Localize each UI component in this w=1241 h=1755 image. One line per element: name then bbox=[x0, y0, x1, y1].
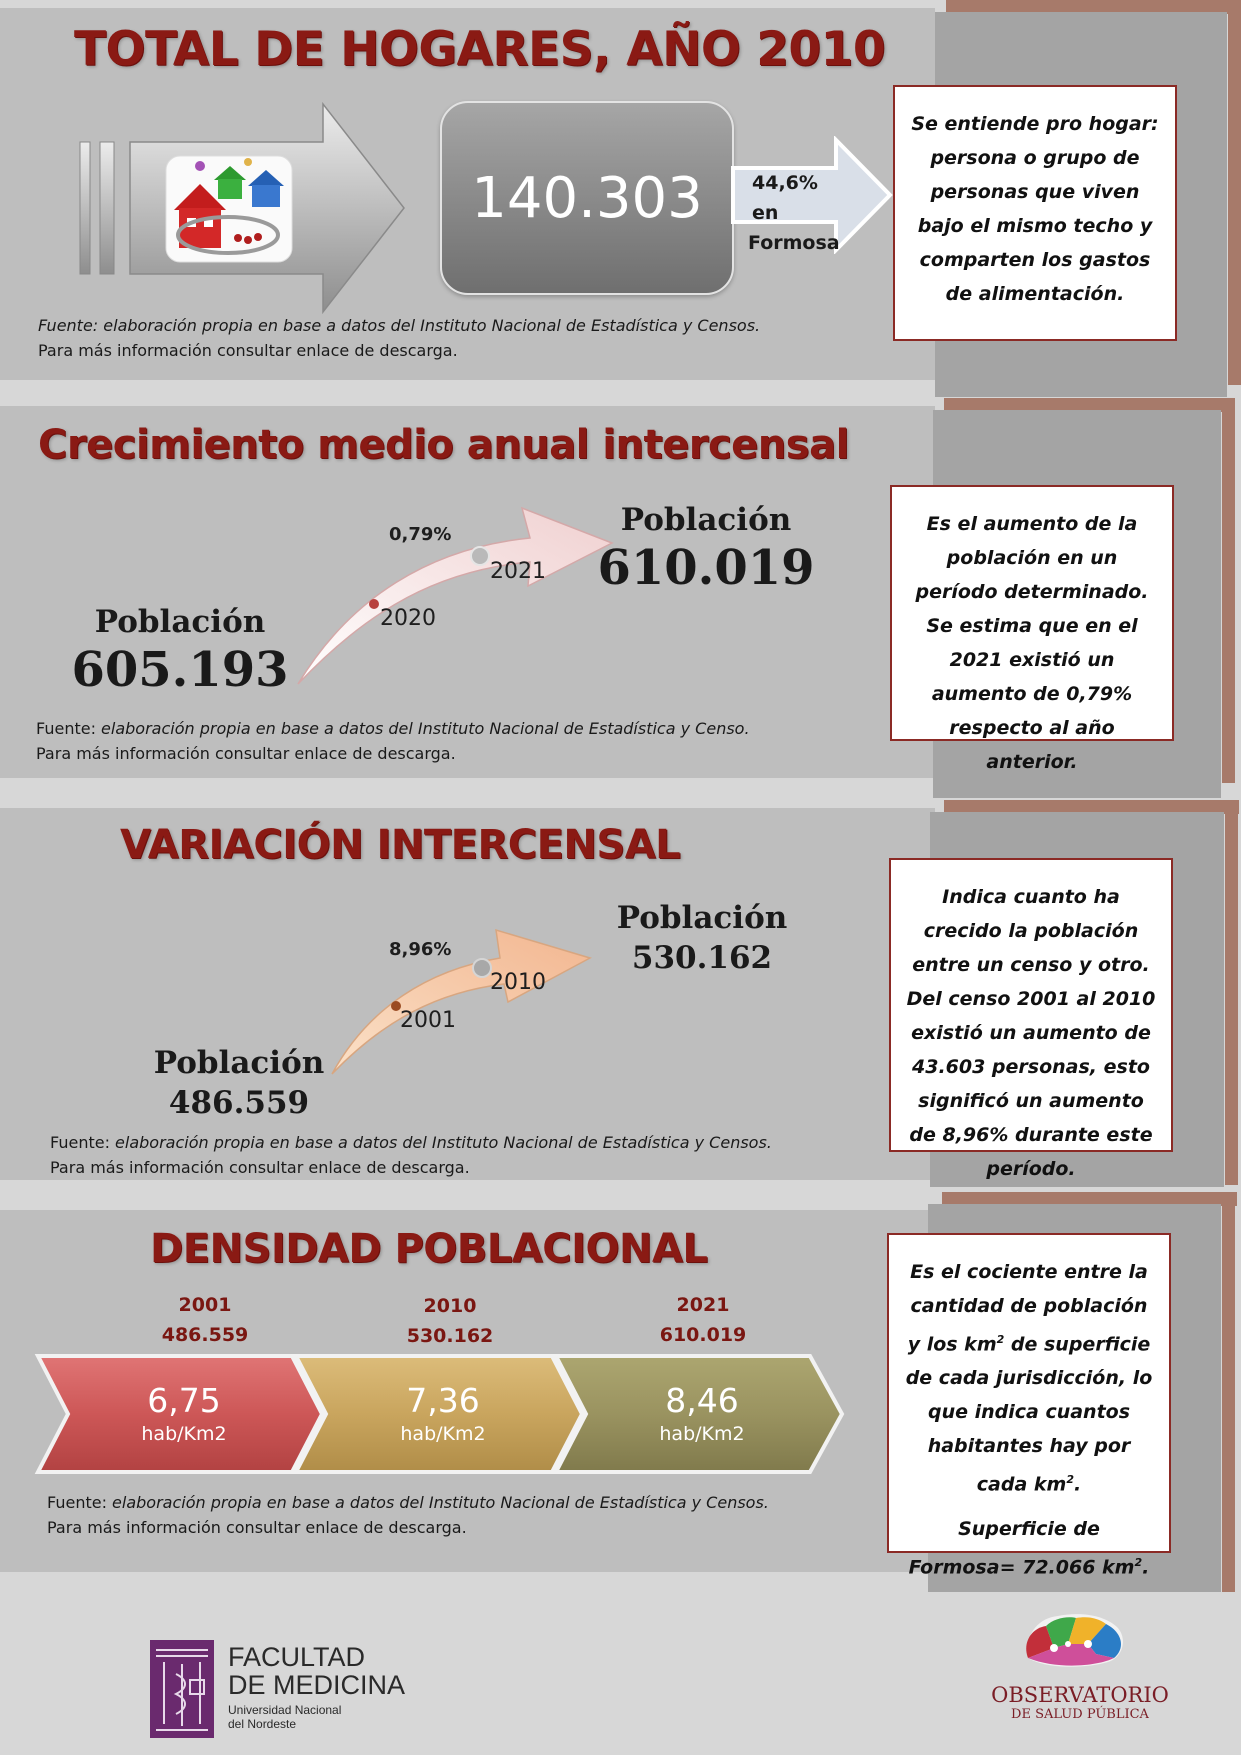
facultad-logo-icon bbox=[150, 1640, 214, 1738]
source-note: Para más información consultar enlace de descarga. bbox=[38, 341, 458, 360]
source-label: Fuente: bbox=[38, 316, 104, 335]
variacion-pop-end bbox=[592, 898, 812, 978]
source-note: Para más información consultar enlace de descarga. bbox=[36, 744, 456, 763]
value: 6,75 bbox=[147, 1381, 221, 1420]
variacion-source bbox=[50, 1130, 772, 1180]
source-text: elaboración propia en base a datos del Instituto Nacional de Estadística y Censo. bbox=[101, 719, 750, 738]
uni-line2: del Nordeste bbox=[228, 1717, 297, 1731]
source-text: elaboración propia en base a datos del Instituto Nacional de Estadística y Censos. bbox=[115, 1133, 772, 1152]
crecimiento-title: Crecimiento medio anual intercensal bbox=[38, 422, 849, 468]
densidad-year-2021 bbox=[623, 1290, 783, 1350]
pop-value: 530.162 bbox=[631, 940, 773, 976]
accent-bar bbox=[1222, 1192, 1235, 1592]
population: 610.019 bbox=[659, 1324, 747, 1346]
population: 486.559 bbox=[161, 1324, 249, 1346]
observatorio-logo-text bbox=[960, 1683, 1200, 1723]
accent-bar bbox=[1225, 800, 1238, 1185]
source-label: Fuente: bbox=[50, 1133, 116, 1152]
densidad-year-2010 bbox=[370, 1291, 530, 1351]
surface-text: Superficie de Formosa= 72.066 km bbox=[908, 1517, 1135, 1578]
value: 8,46 bbox=[665, 1381, 739, 1420]
hogares-source bbox=[38, 313, 760, 363]
uni-line1: Universidad Nacional bbox=[228, 1703, 342, 1717]
superscript: 2 bbox=[1066, 1473, 1074, 1487]
observatorio-logo-icon bbox=[1018, 1608, 1130, 1674]
variacion-year-end: 2010 bbox=[490, 970, 546, 995]
unit: hab/Km2 bbox=[659, 1423, 745, 1445]
obs-line2: DE SALUD PÚBLICA bbox=[1011, 1707, 1149, 1722]
crecimiento-pop-end bbox=[596, 500, 816, 596]
year: 2021 bbox=[676, 1294, 730, 1316]
crecimiento-curve-arrow bbox=[290, 488, 620, 688]
hogares-definition: Se entiende pro hogar: persona o grupo de personas que viven bajo el mismo techo y comparten los gastos de alimentación. bbox=[893, 85, 1177, 341]
crecimiento-year-end: 2021 bbox=[490, 559, 546, 584]
crecimiento-definition: Es el aumento de la población en un período determinado. Se estima que en el 2021 existió un aumento de 0,79% respecto al año anterior. bbox=[890, 485, 1174, 741]
pop-label: Población bbox=[620, 502, 792, 538]
pop-label: Población bbox=[153, 1045, 325, 1081]
densidad-value-2001 bbox=[84, 1382, 284, 1448]
superscript: 2 bbox=[996, 1333, 1005, 1346]
accent-bar bbox=[1222, 398, 1235, 783]
densidad-source bbox=[47, 1490, 769, 1540]
hogares-pct-line1: 44,6% en bbox=[752, 172, 818, 224]
hogares-arrow-graphic bbox=[78, 100, 408, 315]
facultad-logo-text bbox=[228, 1643, 405, 1731]
hogares-pct-text bbox=[748, 168, 848, 258]
densidad-year-2001 bbox=[125, 1290, 285, 1350]
densidad-def-text bbox=[903, 1255, 1155, 1502]
crecimiento-year-start: 2020 bbox=[380, 606, 436, 631]
pop-label: Población bbox=[94, 604, 266, 640]
pop-value: 610.019 bbox=[597, 540, 815, 596]
population: 530.162 bbox=[406, 1325, 494, 1347]
variacion-title: VARIACIÓN INTERCENSAL bbox=[120, 822, 681, 868]
unit: hab/Km2 bbox=[141, 1423, 227, 1445]
def-part: de superficie de cada jurisdicción, lo que indica cuantos habitantes hay por cada km bbox=[905, 1333, 1153, 1496]
densidad-definition bbox=[887, 1233, 1171, 1578]
densidad-value-2010 bbox=[343, 1382, 543, 1448]
crecimiento-percent: 0,79% bbox=[389, 524, 452, 545]
pop-value: 486.559 bbox=[168, 1085, 310, 1121]
source-label: Fuente: bbox=[36, 719, 102, 738]
variacion-pop-start bbox=[129, 1043, 349, 1123]
facultad-line1: FACULTAD bbox=[228, 1642, 366, 1672]
crecimiento-source bbox=[36, 716, 750, 766]
variacion-year-start: 2001 bbox=[400, 1008, 456, 1033]
source-label: Fuente: bbox=[47, 1493, 113, 1512]
year: 2010 bbox=[423, 1295, 477, 1317]
variacion-percent: 8,96% bbox=[389, 939, 452, 960]
source-note: Para más información consultar enlace de descarga. bbox=[50, 1158, 470, 1177]
accent-bar bbox=[1228, 0, 1241, 385]
obs-line1: OBSERVATORIO bbox=[991, 1683, 1169, 1707]
superscript: 2 bbox=[1134, 1555, 1143, 1569]
source-note: Para más información consultar enlace de descarga. bbox=[47, 1518, 467, 1537]
crecimiento-pop-start bbox=[70, 602, 290, 698]
surface-text: . bbox=[1142, 1555, 1150, 1578]
variacion-curve-arrow bbox=[328, 908, 598, 1078]
value: 7,36 bbox=[406, 1381, 480, 1420]
def-part: . bbox=[1074, 1473, 1082, 1496]
year: 2001 bbox=[178, 1294, 232, 1316]
densidad-title: DENSIDAD POBLACIONAL bbox=[150, 1226, 708, 1272]
densidad-surface bbox=[903, 1512, 1155, 1584]
hogares-pct-line2: Formosa bbox=[748, 232, 840, 254]
source-text: elaboración propia en base a datos del Instituto Nacional de Estadística y Censos. bbox=[103, 316, 761, 335]
def-part: Es el cociente entre la cantidad de población y los km bbox=[907, 1261, 1148, 1356]
unit: hab/Km2 bbox=[400, 1423, 486, 1445]
hogares-count: 140.303 bbox=[440, 101, 734, 295]
variacion-definition: Indica cuanto ha crecido la población entre un censo y otro. Del censo 2001 al 2010 existió un aumento de 43.603 personas, esto significó un aumento de 8,96% durante este período. bbox=[889, 858, 1173, 1152]
pop-value: 605.193 bbox=[71, 642, 289, 698]
densidad-value-2021 bbox=[602, 1382, 802, 1448]
hogares-title: TOTAL DE HOGARES, AÑO 2010 bbox=[74, 22, 886, 77]
pop-label: Población bbox=[616, 900, 788, 936]
facultad-line2: DE MEDICINA bbox=[228, 1670, 406, 1700]
source-text: elaboración propia en base a datos del Instituto Nacional de Estadística y Censos. bbox=[112, 1493, 769, 1512]
